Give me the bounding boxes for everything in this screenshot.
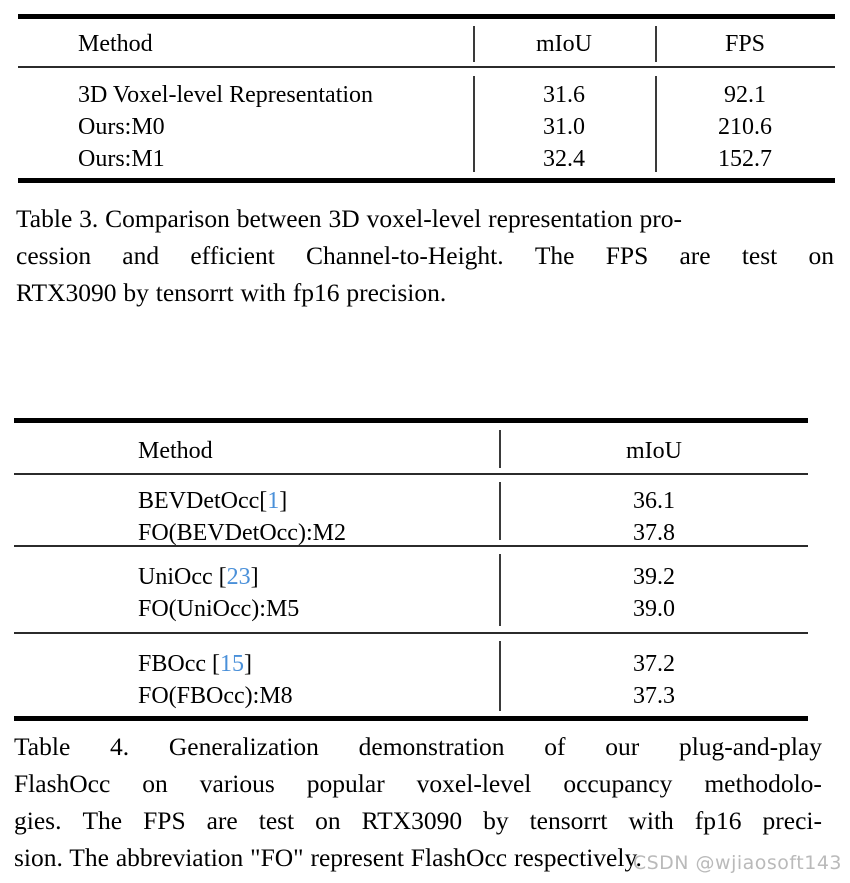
table-4-row-method xyxy=(138,486,287,516)
table-4-caption xyxy=(14,728,822,876)
table-4-row-miou: 39.2 xyxy=(633,564,675,590)
table-3-row-method: Ours:M1 xyxy=(78,146,165,172)
caption-word: and xyxy=(122,241,160,270)
table-3-row-fps: 92.1 xyxy=(724,82,766,108)
table-4-row-method xyxy=(138,681,293,711)
table-4-row-miou: 37.8 xyxy=(633,520,675,546)
caption-word: The xyxy=(534,241,575,270)
caption-word: The xyxy=(82,806,123,835)
table-3-row-fps: 152.7 xyxy=(718,146,772,172)
caption-word: preci- xyxy=(762,806,822,835)
caption-word: fp16 xyxy=(694,806,742,835)
method-name: FO(BEVDetOcc):M2 xyxy=(138,520,346,546)
table-3-caption xyxy=(16,200,834,311)
caption-word: voxel-level xyxy=(416,769,532,798)
citation-link[interactable]: 1 xyxy=(267,488,280,514)
table-4-row-method xyxy=(138,518,346,548)
caption-word: of xyxy=(544,732,566,761)
citation-link[interactable]: 23 xyxy=(226,564,251,590)
table-3-row-method: 3D Voxel-level Representation xyxy=(78,82,374,108)
caption-word: are xyxy=(679,241,711,270)
table-4-row-miou: 36.1 xyxy=(633,488,675,514)
caption-word: 4. xyxy=(110,732,130,761)
caption-word: Generalization xyxy=(168,732,319,761)
caption-3-line-2 xyxy=(16,237,834,274)
caption-word: on xyxy=(315,806,341,835)
caption-word: FPS xyxy=(605,241,649,270)
caption-word: occupancy xyxy=(563,769,673,798)
method-name: FO(FBOcc):M8 xyxy=(138,683,293,709)
method-name: BEVDetOcc[ xyxy=(138,488,268,514)
caption-word: cession xyxy=(16,241,92,270)
caption-word: plug-and-play xyxy=(678,732,822,761)
caption-word: by xyxy=(483,806,509,835)
caption-word: are xyxy=(206,806,238,835)
caption-word: test xyxy=(741,241,778,270)
caption-word: FPS xyxy=(143,806,186,835)
caption-word: gies. xyxy=(14,806,62,835)
table-4-group-rule-2 xyxy=(14,632,808,634)
caption-word: Table xyxy=(14,732,71,761)
table-4-toprule xyxy=(14,418,808,423)
caption-word: test xyxy=(258,806,295,835)
caption-4-line-4: sion. The abbreviation "FO" represent FlashOcc respectively. xyxy=(14,843,642,872)
method-name: FBOcc [ xyxy=(138,651,220,677)
table-4-row-method xyxy=(138,562,259,592)
table-3-row-miou: 31.6 xyxy=(543,82,585,108)
table-4-row-method xyxy=(138,594,299,624)
table-3-bottomrule xyxy=(18,178,835,183)
caption-4-line-3 xyxy=(14,802,822,839)
caption-word: tensorrt xyxy=(529,806,608,835)
caption-word: methodolo- xyxy=(704,769,822,798)
table-3-row-miou: 31.0 xyxy=(543,114,585,140)
caption-word: various xyxy=(199,769,275,798)
table-4-row-miou: 37.2 xyxy=(633,651,675,677)
caption-word: on xyxy=(808,241,834,270)
caption-word: on xyxy=(142,769,168,798)
table-4-row-miou: 39.0 xyxy=(633,596,675,622)
caption-word: efficient xyxy=(190,241,275,270)
citation-link[interactable]: 15 xyxy=(219,651,244,677)
caption-4-line-2 xyxy=(14,765,822,802)
method-suffix: ] xyxy=(250,564,259,590)
csdn-watermark: CSDN @wjiaosoft143 xyxy=(632,852,842,874)
table-4-midrule xyxy=(14,473,808,475)
table-4-row-method xyxy=(138,649,252,679)
caption-word: RTX3090 xyxy=(361,806,463,835)
table-3-header-miou: mIoU xyxy=(536,31,592,57)
caption-word: demonstration xyxy=(358,732,505,761)
table-4-row-miou: 37.3 xyxy=(633,683,675,709)
table-3-midrule xyxy=(18,66,835,68)
method-suffix: ] xyxy=(279,488,288,514)
table-3-row-miou: 32.4 xyxy=(543,146,585,172)
caption-4-line-1 xyxy=(14,728,822,765)
method-suffix: ] xyxy=(243,651,252,677)
caption-word: with xyxy=(628,806,674,835)
table-3-header-method: Method xyxy=(78,31,153,57)
table-3-row-fps: 210.6 xyxy=(718,114,772,140)
caption-word: FlashOcc xyxy=(14,769,111,798)
method-name: UniOcc [ xyxy=(138,564,227,590)
method-name: FO(UniOcc):M5 xyxy=(138,596,300,622)
table-4-bottomrule xyxy=(14,716,808,721)
table-3-row-method: Ours:M0 xyxy=(78,114,165,140)
caption-word: popular xyxy=(306,769,385,798)
table-4-header-method: Method xyxy=(138,438,213,464)
caption-3-line-3: RTX3090 by tensorrt with fp16 precision. xyxy=(16,278,447,307)
table-3-header-fps: FPS xyxy=(724,31,766,57)
table-3-toprule xyxy=(18,14,835,19)
caption-word: our xyxy=(605,732,640,761)
caption-word: Channel-to-Height. xyxy=(306,241,504,270)
caption-3-line-1: Table 3. Comparison between 3D voxel-level representation pro- xyxy=(16,204,682,233)
table-4-header-miou: mIoU xyxy=(626,438,682,464)
